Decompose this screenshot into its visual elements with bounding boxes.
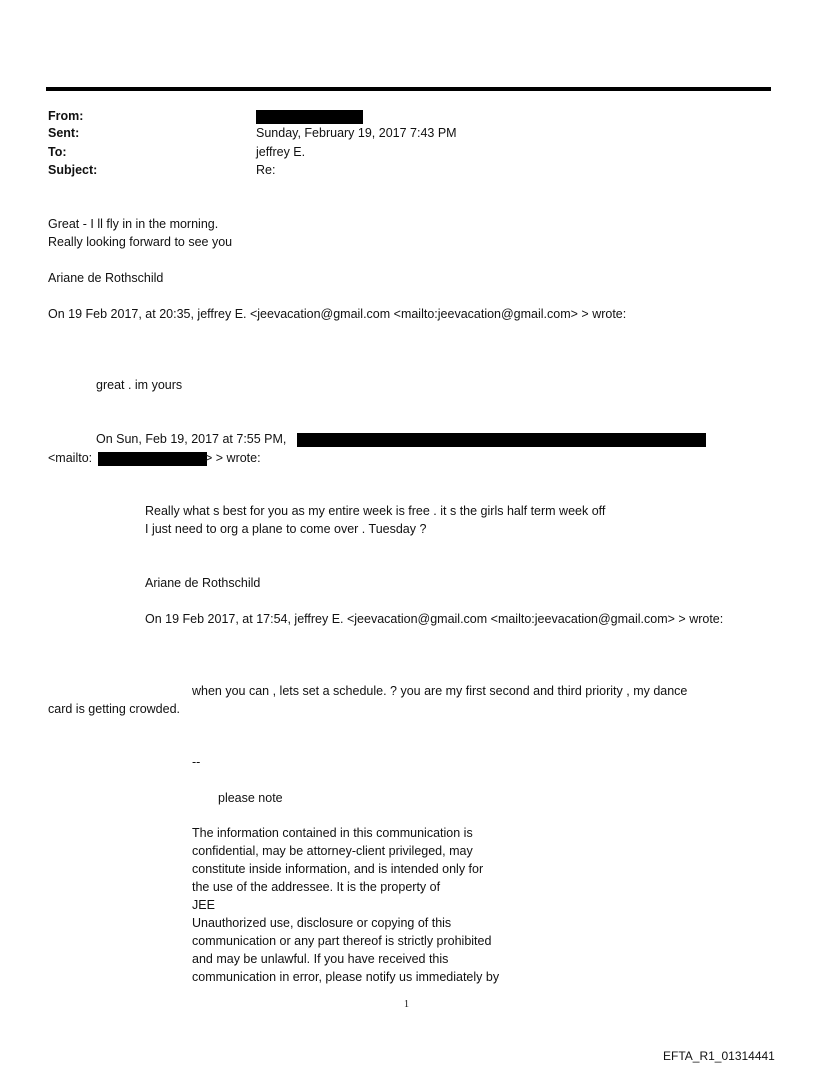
- sent-label: Sent:: [48, 126, 80, 140]
- disclaimer-line: constitute inside information, and is intended only for: [192, 862, 484, 876]
- subject-label: Subject:: [48, 163, 98, 177]
- quote1-header: On 19 Feb 2017, at 20:35, jeffrey E. <jeevacation@gmail.com <mailto:jeevacation@gmail.com> > wrote:: [48, 307, 627, 321]
- quote3-line-1: when you can , lets set a schedule. ? you are my first second and third priority , my dance: [192, 684, 688, 698]
- disclaimer-line: communication or any part thereof is strictly prohibited: [192, 934, 492, 948]
- quote2-mailto-prefix: <mailto:: [48, 451, 93, 465]
- disclaimer-line: Unauthorized use, disclosure or copying of this: [192, 916, 452, 930]
- signature-separator: --: [192, 755, 201, 769]
- disclaimer-line: the use of the addressee. It is the property of: [192, 880, 441, 894]
- disclaimer-line: JEE: [192, 898, 215, 912]
- disclaimer-line: The information contained in this communication is: [192, 826, 473, 840]
- to-label: To:: [48, 145, 67, 159]
- sent-value: Sunday, February 19, 2017 7:43 PM: [256, 126, 457, 140]
- quote2-line-1: Really what s best for you as my entire week is free . it s the girls half term week off: [145, 504, 606, 518]
- redacted-mailto: [98, 452, 207, 466]
- header-rule: [46, 87, 771, 91]
- reply-line-2: Really looking forward to see you: [48, 235, 233, 249]
- document-id-footer: EFTA_R1_01314441: [663, 1049, 775, 1063]
- redacted-from-value: [256, 110, 363, 124]
- quote2-header: On Sun, Feb 19, 2017 at 7:55 PM,: [96, 432, 287, 446]
- reply-line-1: Great - I ll fly in in the morning.: [48, 217, 219, 231]
- signature-2: Ariane de Rothschild: [145, 576, 261, 590]
- quote3-header: On 19 Feb 2017, at 17:54, jeffrey E. <jeevacation@gmail.com <mailto:jeevacation@gmail.com> > wrote:: [145, 612, 724, 626]
- disclaimer-line: communication in error, please notify us immediately by: [192, 970, 500, 984]
- please-note: please note: [218, 791, 283, 805]
- disclaimer-line: and may be unlawful. If you have received this: [192, 952, 449, 966]
- quote1-text: great . im yours: [96, 378, 183, 392]
- disclaimer-line: confidential, may be attorney-client privileged, may: [192, 844, 473, 858]
- to-value: jeffrey E.: [256, 145, 306, 159]
- subject-value: Re:: [256, 163, 276, 177]
- signature-1: Ariane de Rothschild: [48, 271, 164, 285]
- redacted-sender: [297, 433, 706, 447]
- quote3-line-2: card is getting crowded.: [48, 702, 181, 716]
- from-label: From:: [48, 109, 84, 123]
- quote2-line-2: I just need to org a plane to come over . Tuesday ?: [145, 522, 427, 536]
- quote2-mailto-suffix: > > wrote:: [205, 451, 261, 465]
- page-number: 1: [404, 999, 409, 1010]
